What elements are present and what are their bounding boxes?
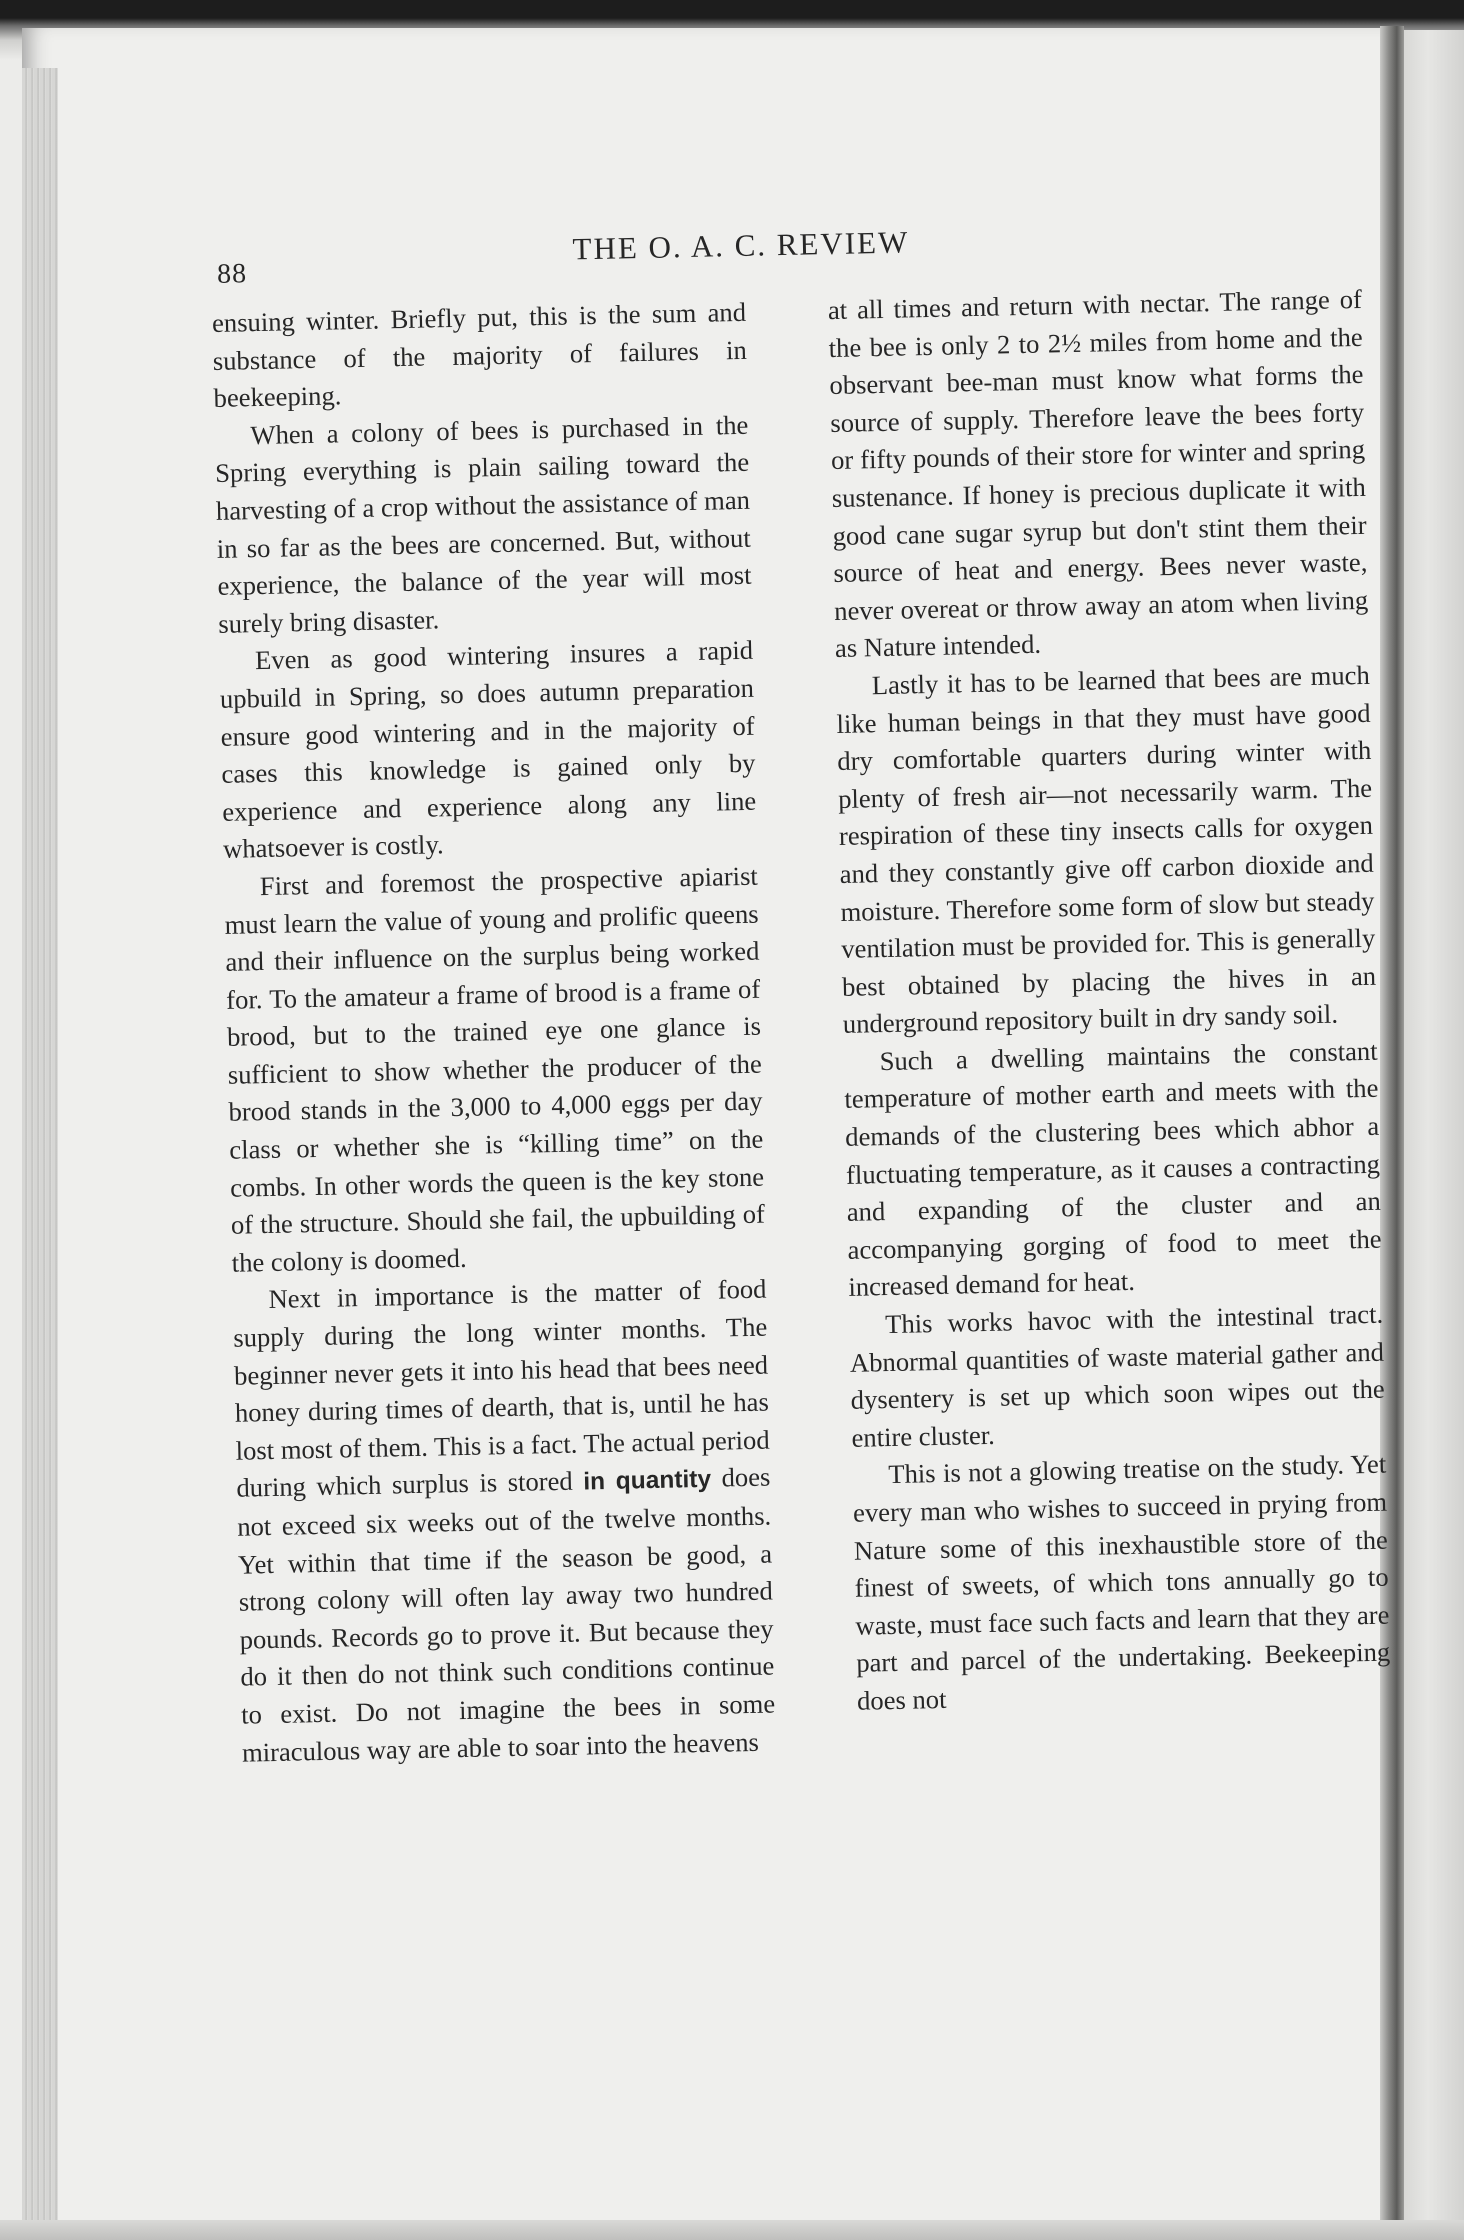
bottom-edge [0, 2220, 1464, 2240]
paragraph: Even as good wintering insures a rapid upbuild in Spring, so does autumn preparation ensure good wintering and in the majority of cases this knowledge is gained only by experience and experience along any line whatsoever is costly. [219, 635, 757, 865]
page-content [210, 201, 1392, 1772]
page-stack-edges [22, 68, 58, 2240]
running-title: THE O. A. C. REVIEW [572, 224, 910, 267]
book-gutter-shadow [1380, 26, 1404, 2240]
paragraph-text: Next in importance is the matter of food supply during the long winter months. The beginner never gets it into his head that bees need honey during times of dearth, that is, until he has lost most of them. This is a fact. The actual period during which surplus is stored [232, 1274, 770, 1504]
paragraph: This is not a glowing treatise on the study. Yet every man who wishes to succeed in prying from Nature some of this inexhaustible store of the finest of sweets, of which tons annually go to waste, must face such facts and learn that they are part and parcel of the undertaking. Beekeeping does not [852, 1449, 1391, 1716]
emphasis-text: in quantity [583, 1466, 712, 1496]
paragraph: When a colony of bees is purchased in the Spring everything is plain sailing toward the harvesting of a crop without the assistance of man in so far as the bees are concerned. But, without experience, the balance of the year will most surely bring disaster. [214, 409, 752, 639]
paragraph: Such a dwelling maintains the constant temperature of mother earth and meets with the demands of the clustering bees which abhor a fluctuating temperature, as it causes a contracting and expanding of the cluster and an accompanying gorging of food to meet the increased demand for heat. [844, 1035, 1382, 1303]
right-column [828, 281, 1393, 1759]
paragraph: at all times and return with nectar. The range of the bee is only 2 to 2½ miles from home and the observant bee-man must know what forms the source of supply. Therefore leave the bees forty or fifty pounds of their store for winter and spring sustenance. If honey is precious duplicate it with good cane sugar syrup but don't stint them their source of heat and energy. Bees never waste, never overeat or throw away an atom when living as Nature intended. [827, 283, 1369, 664]
paragraph: This works havoc with the intestinal tract. Abnormal quantities of waste material gather and dysentery is set up which soon wipes out the entire cluster. [849, 1298, 1385, 1453]
text-columns [212, 281, 1392, 1772]
paragraph: First and foremost the prospective apiarist must learn the value of young and prolific queens and their influence on the surplus being worked for. To the amateur a frame of brood is a frame of brood, but to the trained eye one glance is sufficient to show whether the producer of the brood stands in the 3,000 to 4,000 eggs per day class or whether she is “killing time” on the combs. In other words the queen is the key stone of the structure. Should she fail, the upbuilding of the colony is doomed. [224, 860, 766, 1278]
page-number: 88 [216, 258, 248, 290]
paragraph: Lastly it has to be learned that bees are much like human beings in that they must have good dry comfortable quarters during winter with plenty of fresh air—not necessarily warm. The respiration of these tiny insects calls for oxygen and they constantly give off carbon dioxide and moisture. Therefore some form of slow but steady ventilation must be provided for. This is generally best obtained by placing the hives in an underground repository built in dry sandy soil. [836, 659, 1377, 1040]
left-column [212, 294, 777, 1772]
paragraph-text: does not exceed six weeks out of the twelve months. Yet within that time if the season be good, a strong colony will often lay away two hundred pounds. Records go to prove it. But because they do it then do not think such conditions continue to exist. Do not imagine the bees in some miraculous way are able to soar into the heavens [236, 1461, 776, 1768]
paragraph [232, 1271, 776, 1772]
facing-page-edge [1404, 30, 1464, 2240]
paragraph: ensuing winter. Briefly put, this is the sum and substance of the majority of failures in beekeeping. [211, 296, 748, 414]
